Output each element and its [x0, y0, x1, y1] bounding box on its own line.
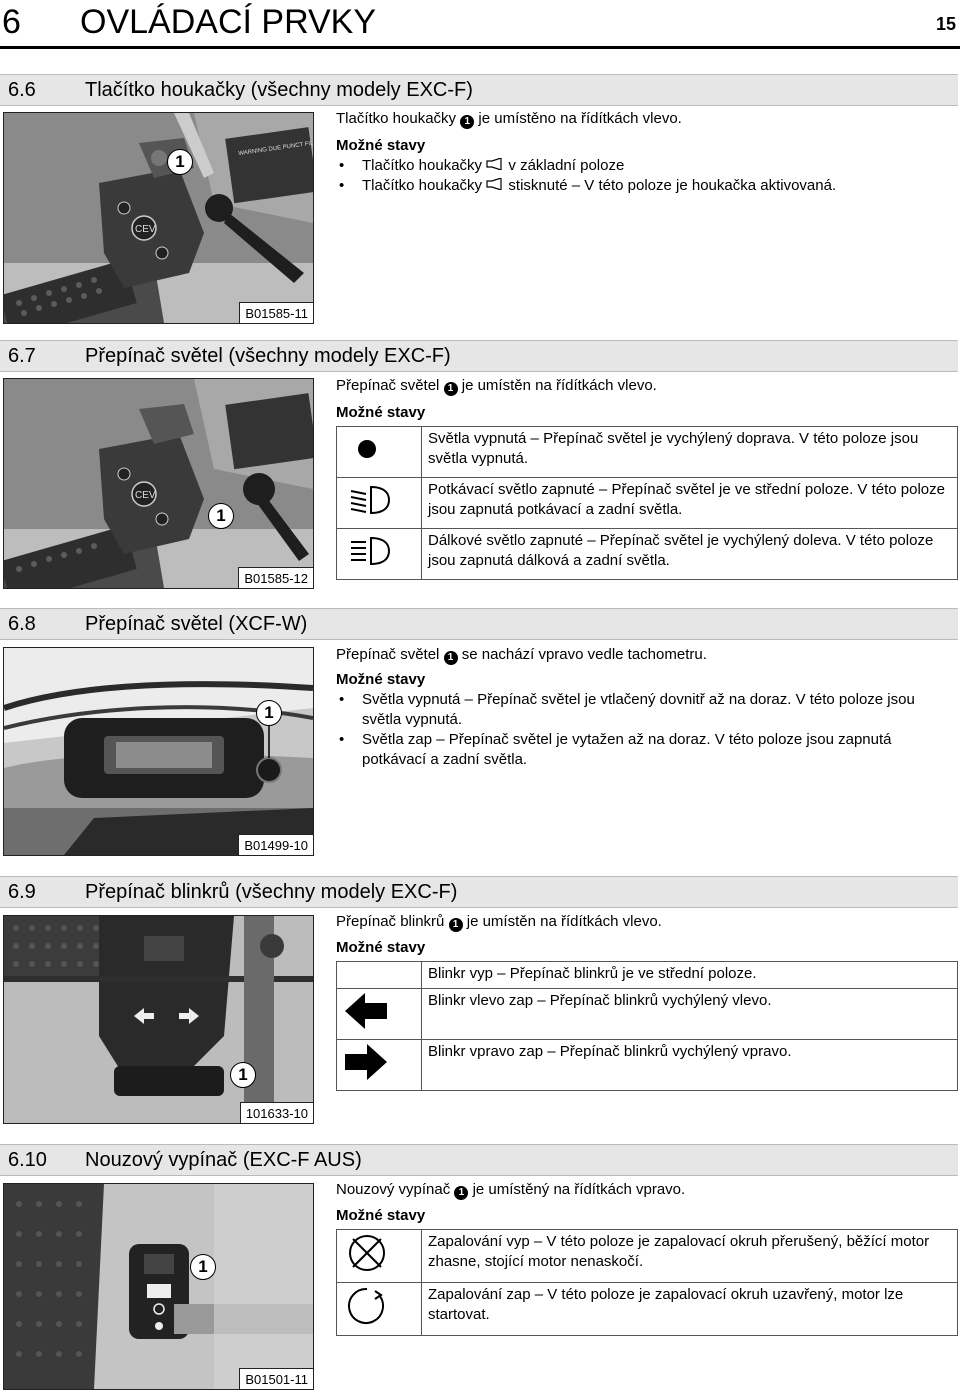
table-row — [337, 989, 958, 1040]
arrow-left-icon — [337, 989, 422, 1040]
callout-1-badge: 1 — [460, 115, 474, 129]
states-list — [336, 156, 836, 196]
section-heading — [0, 608, 958, 640]
table-row — [337, 478, 958, 529]
table-row — [337, 1230, 958, 1283]
list-item: • Světla vypnutá – Přepínač světel je vtlačený dovnitř až na doraz. V této poloze jsou světla vypnutá. — [336, 690, 956, 730]
horn-icon — [486, 177, 504, 194]
table-cell: Blinkr vyp – Přepínač blinkrů je ve střední poloze. — [422, 962, 958, 989]
high-beam-icon — [337, 529, 422, 580]
section-heading — [0, 74, 958, 106]
figure-id: B01585-12 — [238, 567, 313, 588]
callout-1: 1 — [230, 1062, 256, 1088]
table-cell: Potkávací světlo zapnuté – Přepínač světel je ve střední poloze. V této poloze jsou zapnutá potkávací a zadní světla. — [422, 478, 958, 529]
figure-id: 101633-10 — [240, 1102, 313, 1123]
section-title: Přepínač světel (XCF-W) — [85, 613, 308, 635]
list-item: • Tlačítko houkačky v základní poloze — [336, 156, 836, 176]
intro-text: Nouzový vypínač 1 je umístěný na řídítkách vpravo. — [336, 1181, 686, 1198]
section-number: 6.10 — [8, 1149, 47, 1171]
callout-1: 1 — [208, 503, 234, 529]
table-cell: Zapalování zap – V této poloze je zapalovací okruh uzavřený, motor lze startovat. — [422, 1283, 958, 1336]
callout-1-badge: 1 — [449, 918, 463, 932]
table-row — [337, 962, 958, 989]
states-label: Možné stavy — [336, 1207, 426, 1224]
states-label: Možné stavy — [336, 671, 426, 688]
figure-id: B01501-11 — [239, 1368, 313, 1389]
list-item: • Světla zap – Přepínač světel je vytažen až na doraz. V této poloze jsou zapnutá potkávací a zadní světla. — [336, 730, 956, 770]
intro-text: Přepínač světel 1 se nachází vpravo vedle tachometru. — [336, 646, 707, 663]
intro-text: Přepínač světel 1 je umístěn na řídítkách vlevo. — [336, 377, 657, 394]
horn-button-photo — [3, 112, 314, 324]
states-list — [336, 690, 956, 770]
table-row — [337, 529, 958, 580]
callout-1: 1 — [167, 149, 193, 175]
figure-id: B01585-11 — [239, 302, 313, 323]
callout-1: 1 — [256, 700, 282, 726]
states-label: Možné stavy — [336, 137, 426, 154]
section-number: 6.9 — [8, 881, 36, 903]
dot-icon — [337, 427, 422, 478]
speedometer-photo — [3, 647, 314, 856]
svg-text:CEV: CEV — [135, 490, 156, 501]
indicator-states-table — [336, 961, 958, 1091]
callout-1-badge: 1 — [444, 651, 458, 665]
section-title: Přepínač světel (všechny modely EXC-F) — [85, 345, 451, 367]
states-label: Možné stavy — [336, 939, 426, 956]
table-row — [337, 427, 958, 478]
chapter-title: OVLÁDACÍ PRVKY — [80, 3, 377, 41]
section-heading — [0, 1144, 958, 1176]
figure-id: B01499-10 — [238, 834, 313, 855]
section-title: Tlačítko houkačky (všechny modely EXC-F) — [85, 79, 473, 101]
section-title: Nouzový vypínač (EXC-F AUS) — [85, 1149, 362, 1171]
low-beam-icon — [337, 478, 422, 529]
section-heading — [0, 340, 958, 372]
page-number: 15 — [935, 14, 956, 34]
arrow-right-icon — [337, 1040, 422, 1091]
indicator-switch-photo — [3, 915, 314, 1124]
section-number: 6.8 — [8, 613, 36, 635]
callout-1-badge: 1 — [454, 1186, 468, 1200]
ignition-off-icon — [337, 1230, 422, 1283]
table-row — [337, 1283, 958, 1336]
horn-icon — [486, 157, 504, 174]
svg-text:CEV: CEV — [135, 224, 156, 235]
ignition-on-icon — [337, 1283, 422, 1336]
chapter-number: 6 — [2, 3, 21, 41]
states-label: Možné stavy — [336, 404, 426, 421]
table-cell: Světla vypnutá – Přepínač světel je vychýlený doprava. V této poloze jsou světla vypnutá. — [422, 427, 958, 478]
table-cell: Blinkr vpravo zap – Přepínač blinkrů vychýlený vpravo. — [422, 1040, 958, 1091]
table-cell: Zapalování vyp – V této poloze je zapalovací okruh přerušený, běžící motor zhasne, stojící motor nenaskočí. — [422, 1230, 958, 1283]
intro-text: Přepínač blinkrů 1 je umístěn na řídítkách vlevo. — [336, 913, 662, 930]
section-heading — [0, 876, 958, 908]
list-item: • Tlačítko houkačky stisknuté – V této poloze je houkačka aktivovaná. — [336, 176, 836, 196]
page-header — [0, 0, 960, 49]
intro-text: Tlačítko houkačky 1 je umístěno na řídítkách vlevo. — [336, 110, 682, 127]
section-number: 6.6 — [8, 79, 36, 101]
table-row — [337, 1040, 958, 1091]
light-switch-photo — [3, 378, 314, 589]
light-states-table — [336, 426, 958, 580]
table-cell: Blinkr vlevo zap – Přepínač blinkrů vychýlený vlevo. — [422, 989, 958, 1040]
callout-1: 1 — [190, 1254, 216, 1280]
kill-switch-photo — [3, 1183, 314, 1390]
kill-switch-states-table — [336, 1229, 958, 1336]
callout-1-badge: 1 — [444, 382, 458, 396]
section-title: Přepínač blinkrů (všechny modely EXC-F) — [85, 881, 458, 903]
section-number: 6.7 — [8, 345, 36, 367]
table-cell: Dálkové světlo zapnuté – Přepínač světel je vychýlený doleva. V této poloze jsou zapnutá dálková a zadní světla. — [422, 529, 958, 580]
